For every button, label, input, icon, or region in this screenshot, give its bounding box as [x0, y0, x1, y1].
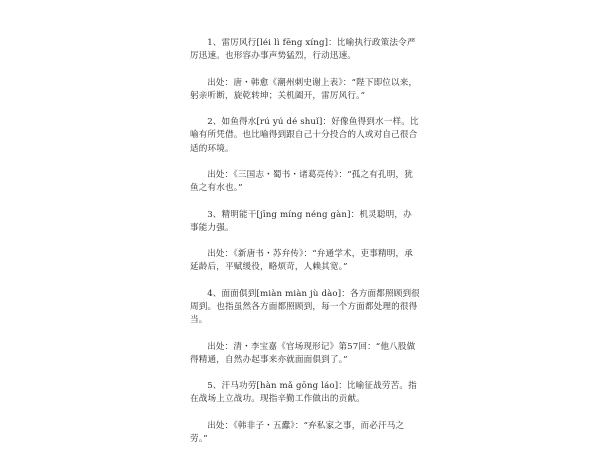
idiom-4-source: 出处：清・李宝嘉《官场现形记》第57回：“他八股做得精通，自然办起事来亦就面面俱到了。” — [190, 341, 416, 365]
idiom-2-definition: 2、如鱼得水[rú yú dé shuǐ]：好像鱼得到水一样。比喻有所凭借。也比喻得到跟自己十分投合的人或对自己很合适的环境。 — [190, 117, 419, 154]
idiom-5-definition: 5、汗马功劳[hàn mǎ gōng láo]：比喻征战劳苦。指在战场上立战功。现指辛勤工作做出的贡献。 — [190, 381, 417, 405]
idiom-3-definition: 3、精明能干[jīng míng néng gàn]：机灵聪明，办事能力强。 — [190, 209, 412, 233]
idiom-3-source: 出处：《新唐书・苏弁传》：“弁通学术，吏事精明，承延龄后，平赋缓役，略烦苛，人赖其宽。” — [190, 249, 413, 273]
idiom-5-source: 出处：《韩非子・五蠹》：“弃私家之事，而必汗马之劳。” — [190, 420, 405, 444]
idiom-4-definition: 4、面面俱到[miàn miàn jù dào]：各方面都照顾到很周到。也指虽然各方面都照顾到，每一个方面都处理的很得当。 — [190, 288, 420, 326]
idiom-2-source: 出处：《三国志・蜀书・诸葛亮传》：“孤之有孔明，犹鱼之有水也。” — [190, 169, 413, 194]
idiom-1-definition: 1、雷厉风行[léi lì fēng xíng]：比喻执行政策法令严厉迅速。也形容办事声势猛烈，行动迅速。 — [190, 38, 416, 62]
idiom-1-source: 出处：唐・韩愈《潮州刺史谢上表》：“陛下即位以来，躬亲听断，旋乾转坤；关机阖开，雷厉风行。” — [190, 77, 418, 101]
document-body — [190, 37, 420, 458]
